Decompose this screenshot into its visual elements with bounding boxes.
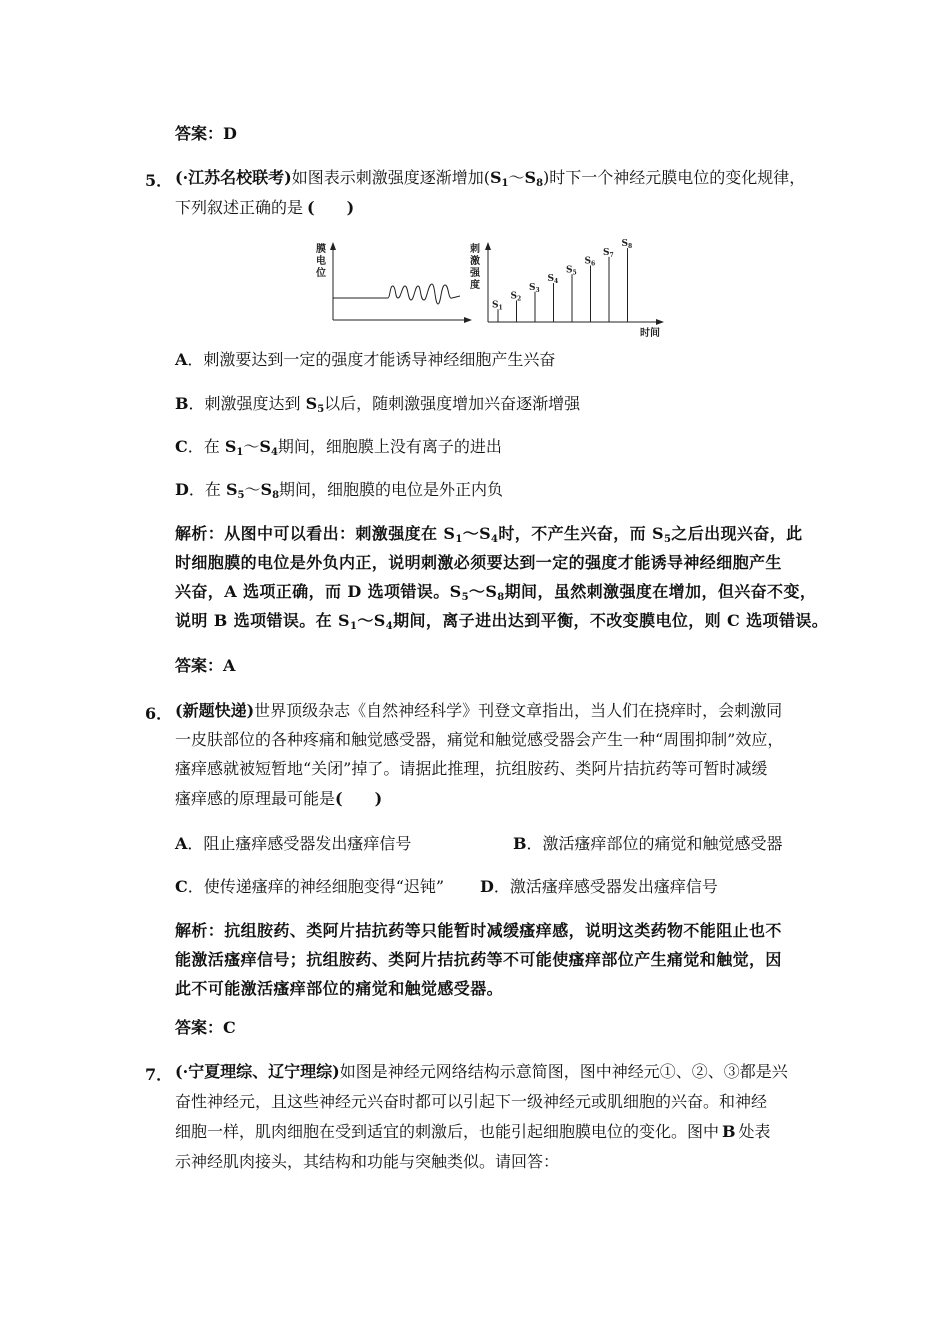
stimulus-label: $S_4$: [547, 274, 559, 286]
stimulus-label: $S_5$: [566, 265, 577, 277]
q6-stem-line4: 瘙痒感的原理最可能是( ): [175, 789, 383, 808]
q5-option-c[interactable]: C．在 $S_1\sim S_4$期间，细胞膜上没有离子的进出: [175, 437, 502, 458]
stimulus-label: $S_2$: [510, 291, 522, 303]
q5-source: (·江苏名校联考): [175, 168, 292, 187]
q5-explanation-line1: 解析：从图中可以看出：刺激强度在 $S_1\sim S_4$时，不产生兴奋，而 $S_5$之后出现兴奋，此: [175, 524, 803, 545]
q6-answer-paren: ( ): [335, 789, 383, 808]
q6-answer: 答案：C: [175, 1018, 236, 1037]
stimulus-strength-axis-label: [469, 242, 481, 291]
stimulus-strength-graph: [469, 239, 664, 339]
q6-stem-line1: (新题快递)世界顶级杂志《自然神经科学》刊登文章指出，当人们在挠痒时，会刺激同: [175, 701, 783, 720]
time-axis-label: 时间: [640, 328, 660, 339]
q6-explanation-line2: 能激活瘙痒信号；抗组胺药、类阿片拮抗药等不可能使瘙痒部位产生痛觉和触觉，因: [175, 950, 782, 969]
stimulus-label: $S_8$: [621, 239, 633, 251]
q7-stem-line2: 奋性神经元，且这些神经元兴奋时都可以引起下一级神经元或肌细胞的兴奋。和神经: [175, 1092, 768, 1111]
q5-number: 5．: [145, 171, 173, 190]
stimulus-label: $S_7$: [603, 247, 614, 259]
q7-stem-line4: 示神经肌肉接头，其结构和功能与突触类似。请回答：: [175, 1152, 560, 1171]
stimulus-bars: [492, 239, 632, 322]
q5-explanation-line4: 说明 B 选项错误。在 $S_1\sim S_4$期间，离子进出达到平衡，不改变膜电位，则 C 选项错误。: [175, 611, 829, 632]
q6-option-c[interactable]: C．使传递瘙痒的神经细胞变得“迟钝”: [175, 877, 445, 896]
q5-answer-paren: ( ): [307, 198, 355, 217]
q6-explanation-line1: 解析：抗组胺药、类阿片拮抗药等只能暂时减缓瘙痒感，说明这类药物不能阻止也不: [175, 921, 782, 940]
membrane-potential-axis-label: [315, 242, 326, 279]
q5-explanation-line3: 兴奋，A 选项正确，而 D 选项错误。$S_5\sim S_8$期间，虽然刺激强度在增加，但兴奋不变，: [175, 582, 817, 603]
q6-option-d[interactable]: D．激活瘙痒感受器发出瘙痒信号: [480, 877, 718, 896]
q5-option-d[interactable]: D．在 $S_5\sim S_8$期间，细胞膜的电位是外正内负: [175, 480, 504, 501]
q6-source: (新题快递): [175, 701, 255, 720]
stimulus-label: $S_6$: [584, 256, 596, 268]
q5-answer: 答案：A: [175, 656, 236, 675]
q6-option-b[interactable]: B．激活瘙痒部位的痛觉和触觉感受器: [513, 834, 783, 853]
q7-source: (·宁夏理综、辽宁理综): [175, 1062, 340, 1081]
q6-option-a[interactable]: A．阻止瘙痒感受器发出瘙痒信号: [175, 834, 412, 853]
right-axis-label-char: 度: [470, 280, 480, 291]
right-axis-label-char: 激: [470, 256, 480, 267]
q5-option-a[interactable]: A．刺激要达到一定的强度才能诱导神经细胞产生兴奋: [175, 350, 556, 369]
q6-explanation-line3: 此不可能激活瘙痒部位的痛觉和触觉感受器。: [175, 979, 504, 998]
q6-stem-line3: 瘙痒感就被短暂地“关闭”掉了。请据此推理，抗组胺药、类阿片拮抗药等可暂时减缓: [175, 759, 768, 778]
membrane-potential-graph: [315, 242, 472, 323]
q5-option-b[interactable]: B．刺激强度达到 $S_5$以后，随刺激强度增加兴奋逐渐增强: [175, 394, 581, 415]
q7-stem-line3: 细胞一样，肌肉细胞在受到适宜的刺激后，也能引起细胞膜电位的变化。图中 B 处表: [175, 1122, 771, 1141]
right-axis-label-char: 刺: [470, 244, 480, 255]
q5-stem-line2: 下列叙述正确的是 ( ): [175, 198, 355, 217]
membrane-potential-curve: [333, 284, 460, 304]
q5-figure: [310, 238, 670, 340]
left-axis-label-char: 位: [316, 268, 326, 279]
q5-explanation-line2: 时细胞膜的电位是外负内正，说明刺激必须要达到一定的强度才能诱导神经细胞产生: [175, 553, 782, 572]
q6-stem-line2: 一皮肤部位的各种疼痛和触觉感受器，痛觉和触觉感受器会产生一种“周围抑制”效应，: [175, 730, 784, 749]
left-axis-label-char: 电: [316, 256, 326, 267]
q6-number: 6．: [145, 704, 173, 723]
q4-answer: 答案：D: [175, 124, 237, 143]
right-axis-label-char: 强: [470, 268, 480, 279]
q5-stem-line1: (·江苏名校联考)如图表示刺激强度逐渐增加$(S_1\sim S_8)$时下一个神经元膜电位的变化规律，: [175, 168, 806, 189]
stimulus-label: $S_3$: [529, 282, 540, 294]
q7-number: 7．: [145, 1065, 173, 1084]
q7-stem-line1: (·宁夏理综、辽宁理综)如图是神经元网络结构示意简图，图中神经元①、②、③都是兴: [175, 1062, 788, 1081]
left-axis-label-char: 膜: [316, 244, 326, 255]
stimulus-label: $S_1$: [492, 300, 503, 312]
